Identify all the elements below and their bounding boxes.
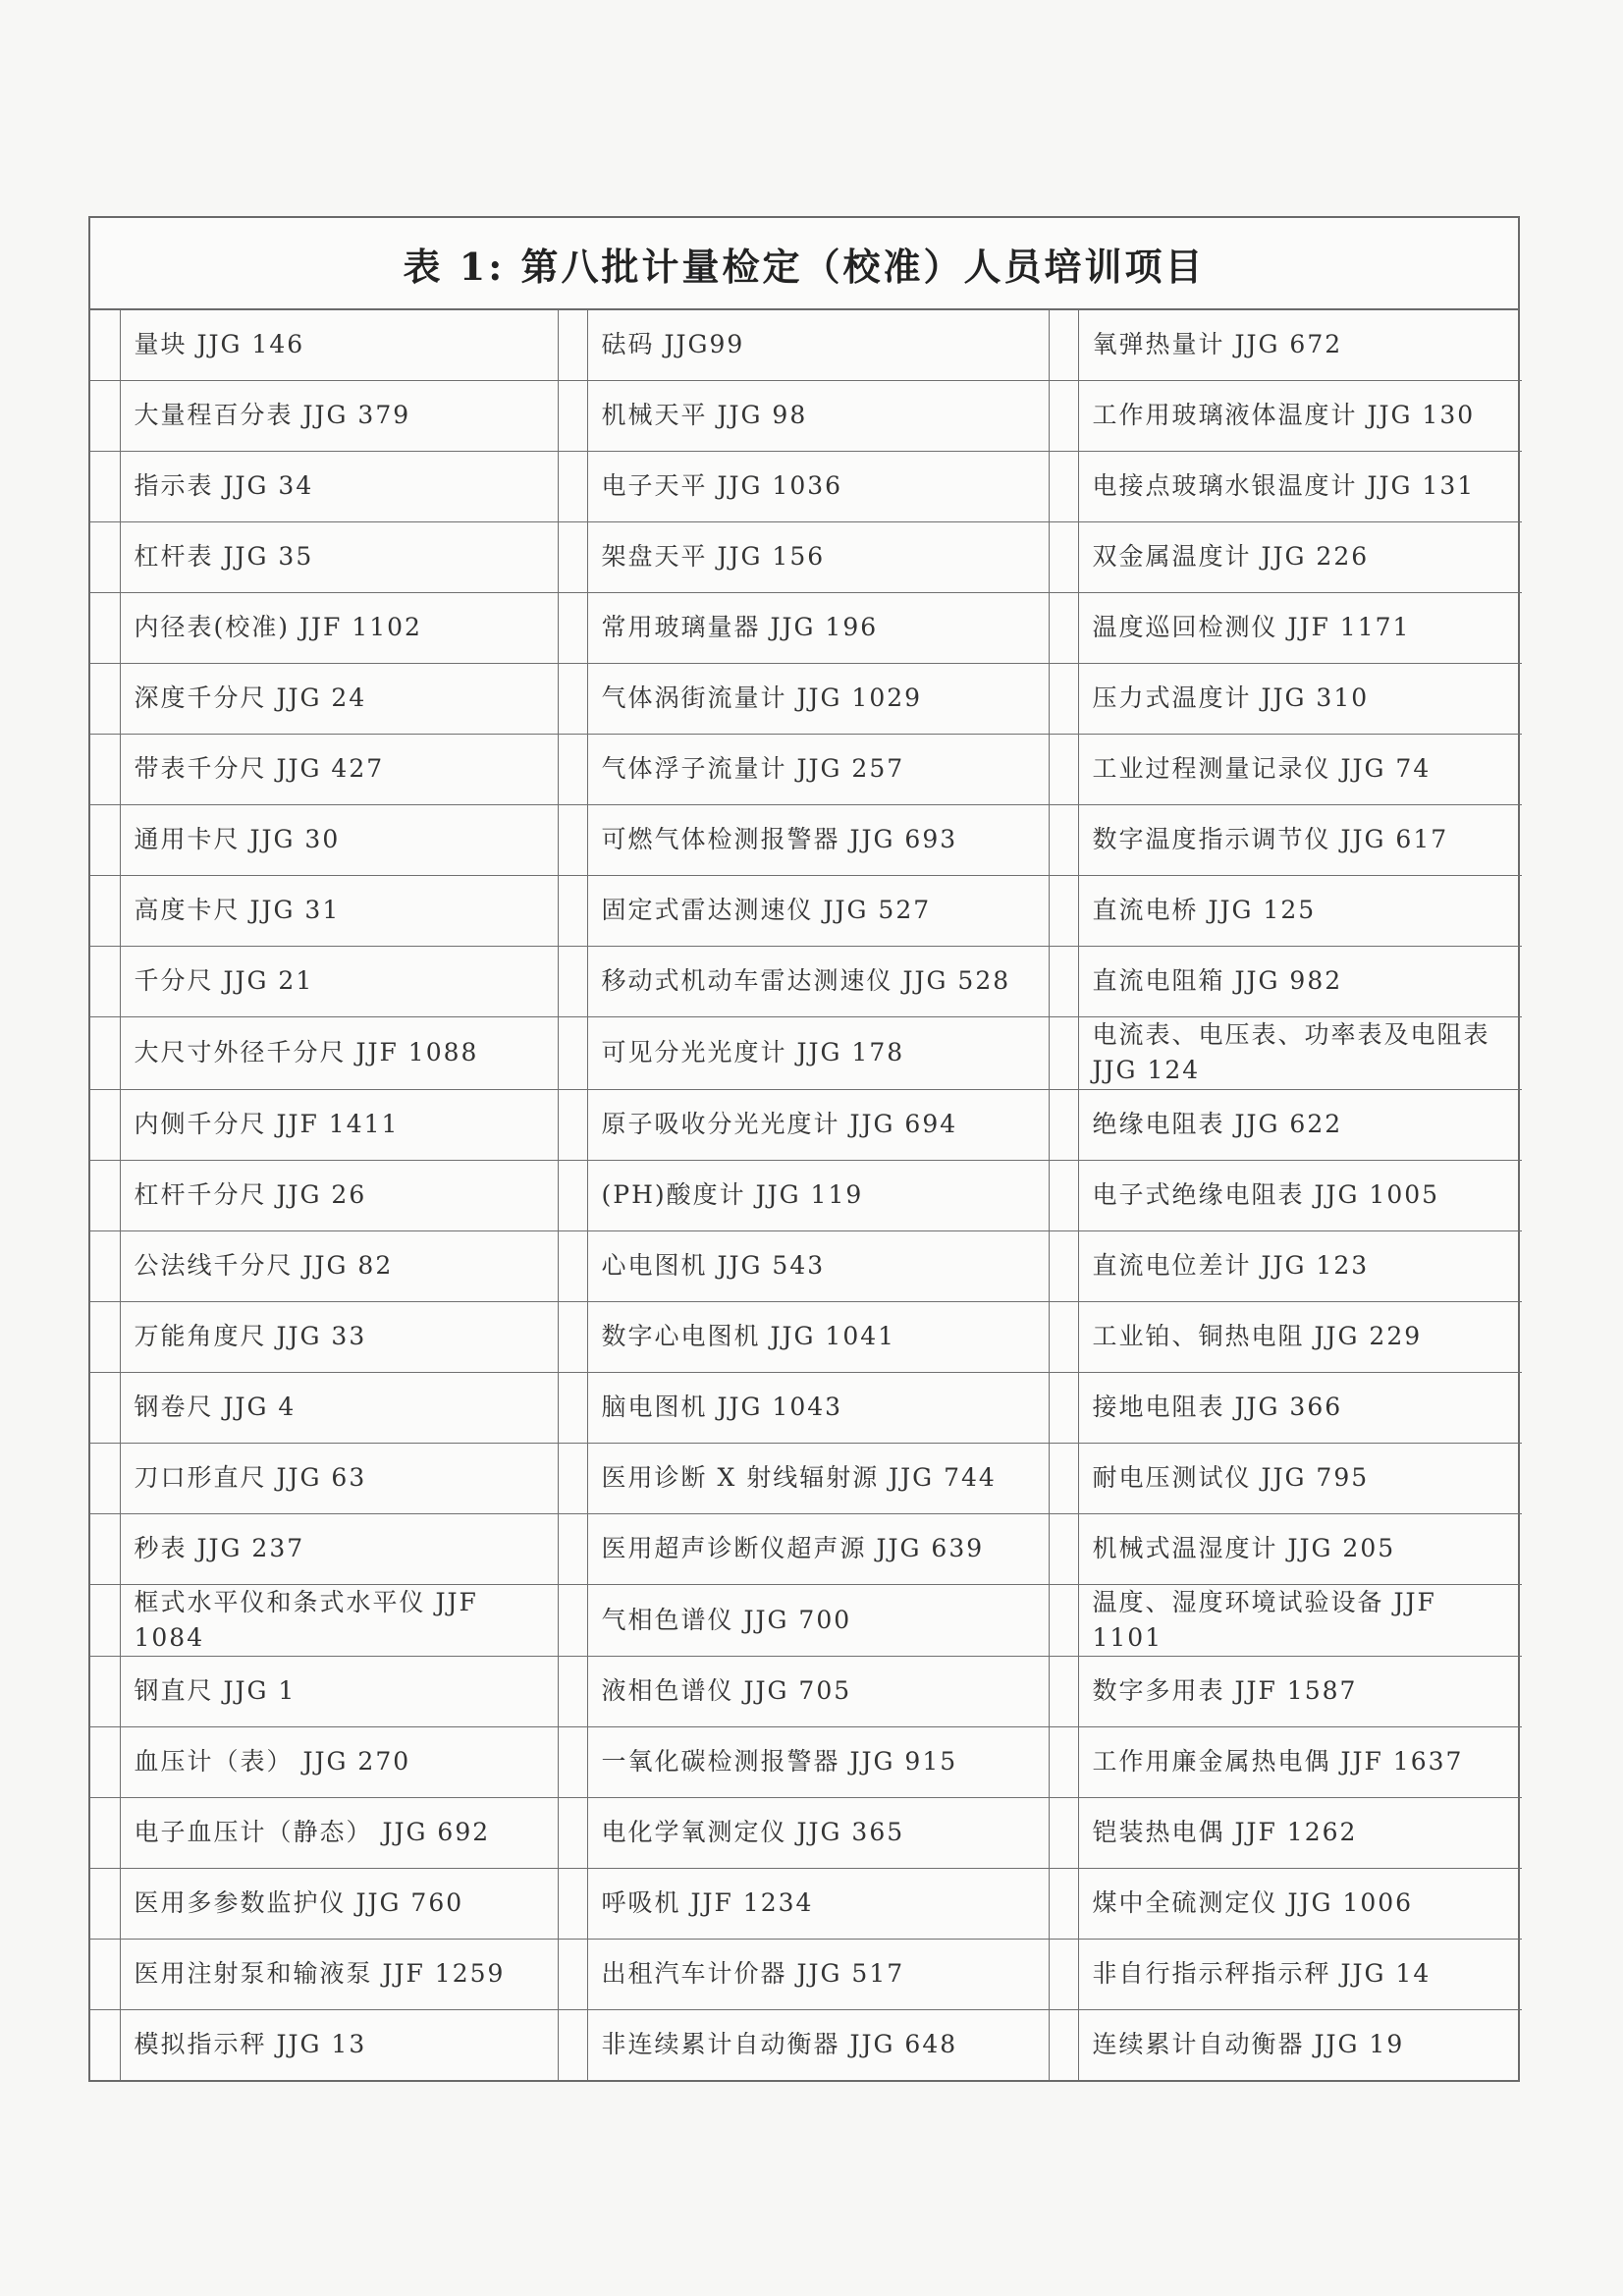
table-row <box>90 452 1522 522</box>
row-gap-cell <box>1049 1017 1078 1090</box>
table-row <box>90 310 1522 381</box>
row-gap-cell <box>1049 1513 1078 1584</box>
item-cell: 呼吸机 JJF 1234 <box>587 1869 1049 1940</box>
item-cell: 可见分光光度计 JJG 178 <box>587 1017 1049 1090</box>
item-cell: 耐电压测试仪 JJG 795 <box>1078 1443 1522 1513</box>
row-gap-cell <box>1049 1584 1078 1657</box>
row-gap-cell <box>558 805 587 876</box>
row-gap-cell <box>558 947 587 1017</box>
table-row <box>90 1940 1522 2010</box>
row-gap-cell <box>558 310 587 381</box>
row-gap-cell <box>558 735 587 805</box>
item-cell: 医用诊断 X 射线辐射源 JJG 744 <box>587 1443 1049 1513</box>
row-gap-cell <box>90 522 120 593</box>
item-cell: 气体涡街流量计 JJG 1029 <box>587 664 1049 735</box>
table-row <box>90 805 1522 876</box>
item-cell: 心电图机 JJG 543 <box>587 1230 1049 1301</box>
row-gap-cell <box>1049 664 1078 735</box>
row-gap-cell <box>558 2010 587 2081</box>
row-gap-cell <box>558 664 587 735</box>
item-cell: 电化学氧测定仪 JJG 365 <box>587 1798 1049 1869</box>
row-gap-cell <box>558 1727 587 1798</box>
item-cell: 工作用廉金属热电偶 JJF 1637 <box>1078 1727 1522 1798</box>
item-cell: 数字温度指示调节仪 JJG 617 <box>1078 805 1522 876</box>
item-cell: 架盘天平 JJG 156 <box>587 522 1049 593</box>
row-gap-cell <box>90 1727 120 1798</box>
item-cell: 杠杆表 JJG 35 <box>120 522 558 593</box>
training-items-table-frame <box>88 216 1520 2082</box>
item-cell: 公法线千分尺 JJG 82 <box>120 1230 558 1301</box>
row-gap-cell <box>558 1584 587 1657</box>
item-cell: 万能角度尺 JJG 33 <box>120 1301 558 1372</box>
table-row <box>90 1017 1522 1090</box>
item-cell: 医用注射泵和输液泵 JJF 1259 <box>120 1940 558 2010</box>
item-cell: 钢直尺 JJG 1 <box>120 1657 558 1727</box>
item-cell: 液相色谱仪 JJG 705 <box>587 1657 1049 1727</box>
item-cell: 氧弹热量计 JJG 672 <box>1078 310 1522 381</box>
row-gap-cell <box>90 1089 120 1160</box>
item-cell: 机械式温湿度计 JJG 205 <box>1078 1513 1522 1584</box>
item-cell: 医用超声诊断仪超声源 JJG 639 <box>587 1513 1049 1584</box>
table-row <box>90 1443 1522 1513</box>
item-cell: 脑电图机 JJG 1043 <box>587 1372 1049 1443</box>
row-gap-cell <box>90 1372 120 1443</box>
item-cell: 通用卡尺 JJG 30 <box>120 805 558 876</box>
table-row <box>90 381 1522 452</box>
row-gap-cell <box>1049 805 1078 876</box>
table-row <box>90 1798 1522 1869</box>
item-cell: 医用多参数监护仪 JJG 760 <box>120 1869 558 1940</box>
table-row <box>90 1301 1522 1372</box>
row-gap-cell <box>90 1798 120 1869</box>
row-gap-cell <box>90 1584 120 1657</box>
item-cell: 工业铂、铜热电阻 JJG 229 <box>1078 1301 1522 1372</box>
item-cell: 刀口形直尺 JJG 63 <box>120 1443 558 1513</box>
row-gap-cell <box>1049 1657 1078 1727</box>
training-items-table <box>90 310 1522 2080</box>
row-gap-cell <box>90 876 120 947</box>
table-row <box>90 1869 1522 1940</box>
item-cell: 电子天平 JJG 1036 <box>587 452 1049 522</box>
item-cell: 带表千分尺 JJG 427 <box>120 735 558 805</box>
item-cell: 指示表 JJG 34 <box>120 452 558 522</box>
item-cell: 高度卡尺 JJG 31 <box>120 876 558 947</box>
row-gap-cell <box>90 1443 120 1513</box>
item-cell: 工作用玻璃液体温度计 JJG 130 <box>1078 381 1522 452</box>
row-gap-cell <box>558 522 587 593</box>
item-cell: 绝缘电阻表 JJG 622 <box>1078 1089 1522 1160</box>
table-row <box>90 1372 1522 1443</box>
item-cell: 固定式雷达测速仪 JJG 527 <box>587 876 1049 947</box>
table-row <box>90 1230 1522 1301</box>
row-gap-cell <box>90 735 120 805</box>
item-cell: 非自行指示秤指示秤 JJG 14 <box>1078 1940 1522 2010</box>
table-row <box>90 1727 1522 1798</box>
item-cell: 原子吸收分光光度计 JJG 694 <box>587 1089 1049 1160</box>
item-cell: 电子血压计（静态） JJG 692 <box>120 1798 558 1869</box>
item-cell: 气体浮子流量计 JJG 257 <box>587 735 1049 805</box>
row-gap-cell <box>1049 1230 1078 1301</box>
table-row <box>90 1160 1522 1230</box>
table-row <box>90 593 1522 664</box>
table-row <box>90 522 1522 593</box>
item-cell: 砝码 JJG99 <box>587 310 1049 381</box>
item-cell: 直流电位差计 JJG 123 <box>1078 1230 1522 1301</box>
row-gap-cell <box>90 947 120 1017</box>
row-gap-cell <box>558 1443 587 1513</box>
item-cell: 数字多用表 JJF 1587 <box>1078 1657 1522 1727</box>
item-cell: 内侧千分尺 JJF 1411 <box>120 1089 558 1160</box>
item-cell: 工业过程测量记录仪 JJG 74 <box>1078 735 1522 805</box>
item-cell: 出租汽车计价器 JJG 517 <box>587 1940 1049 2010</box>
row-gap-cell <box>90 1657 120 1727</box>
row-gap-cell <box>90 2010 120 2081</box>
row-gap-cell <box>558 381 587 452</box>
row-gap-cell <box>1049 1940 1078 2010</box>
item-cell: 连续累计自动衡器 JJG 19 <box>1078 2010 1522 2081</box>
table-row <box>90 2010 1522 2081</box>
row-gap-cell <box>558 1657 587 1727</box>
table-row <box>90 735 1522 805</box>
table-row <box>90 876 1522 947</box>
table-title: 表 1: 第八批计量检定（校准）人员培训项目 <box>90 218 1518 310</box>
item-cell: 大尺寸外径千分尺 JJF 1088 <box>120 1017 558 1090</box>
row-gap-cell <box>1049 2010 1078 2081</box>
row-gap-cell <box>1049 1160 1078 1230</box>
row-gap-cell <box>1049 522 1078 593</box>
row-gap-cell <box>558 1940 587 2010</box>
row-gap-cell <box>558 1513 587 1584</box>
item-cell: 大量程百分表 JJG 379 <box>120 381 558 452</box>
row-gap-cell <box>1049 1089 1078 1160</box>
row-gap-cell <box>1049 735 1078 805</box>
item-cell: 气相色谱仪 JJG 700 <box>587 1584 1049 1657</box>
item-cell: 非连续累计自动衡器 JJG 648 <box>587 2010 1049 2081</box>
row-gap-cell <box>90 1301 120 1372</box>
row-gap-cell <box>1049 1372 1078 1443</box>
item-cell: 框式水平仪和条式水平仪 JJF 1084 <box>120 1584 558 1657</box>
item-cell: 可燃气体检测报警器 JJG 693 <box>587 805 1049 876</box>
item-cell: 温度、湿度环境试验设备 JJF 1101 <box>1078 1584 1522 1657</box>
row-gap-cell <box>558 1230 587 1301</box>
table-row <box>90 1584 1522 1657</box>
item-cell: 数字心电图机 JJG 1041 <box>587 1301 1049 1372</box>
item-cell: 铠装热电偶 JJF 1262 <box>1078 1798 1522 1869</box>
row-gap-cell <box>90 1017 120 1090</box>
row-gap-cell <box>1049 310 1078 381</box>
item-cell: 常用玻璃量器 JJG 196 <box>587 593 1049 664</box>
row-gap-cell <box>558 452 587 522</box>
row-gap-cell <box>558 876 587 947</box>
row-gap-cell <box>90 1940 120 2010</box>
item-cell: 电接点玻璃水银温度计 JJG 131 <box>1078 452 1522 522</box>
item-cell: 一氧化碳检测报警器 JJG 915 <box>587 1727 1049 1798</box>
row-gap-cell <box>90 310 120 381</box>
row-gap-cell <box>90 1230 120 1301</box>
item-cell: 压力式温度计 JJG 310 <box>1078 664 1522 735</box>
row-gap-cell <box>558 593 587 664</box>
item-cell: 深度千分尺 JJG 24 <box>120 664 558 735</box>
item-cell: 移动式机动车雷达测速仪 JJG 528 <box>587 947 1049 1017</box>
table-row <box>90 947 1522 1017</box>
row-gap-cell <box>90 452 120 522</box>
table-row <box>90 1513 1522 1584</box>
table-row <box>90 1657 1522 1727</box>
row-gap-cell <box>558 1301 587 1372</box>
item-cell: 电流表、电压表、功率表及电阻表 JJG 124 <box>1078 1017 1522 1090</box>
row-gap-cell <box>1049 1301 1078 1372</box>
item-cell: 秒表 JJG 237 <box>120 1513 558 1584</box>
row-gap-cell <box>1049 876 1078 947</box>
row-gap-cell <box>558 1798 587 1869</box>
row-gap-cell <box>1049 1443 1078 1513</box>
item-cell: 模拟指示秤 JJG 13 <box>120 2010 558 2081</box>
row-gap-cell <box>90 1869 120 1940</box>
row-gap-cell <box>90 1513 120 1584</box>
row-gap-cell <box>1049 947 1078 1017</box>
item-cell: 电子式绝缘电阻表 JJG 1005 <box>1078 1160 1522 1230</box>
row-gap-cell <box>1049 593 1078 664</box>
item-cell: (PH)酸度计 JJG 119 <box>587 1160 1049 1230</box>
row-gap-cell <box>90 381 120 452</box>
row-gap-cell <box>1049 1727 1078 1798</box>
item-cell: 杠杆千分尺 JJG 26 <box>120 1160 558 1230</box>
row-gap-cell <box>90 805 120 876</box>
row-gap-cell <box>558 1160 587 1230</box>
row-gap-cell <box>90 664 120 735</box>
item-cell: 钢卷尺 JJG 4 <box>120 1372 558 1443</box>
table-row <box>90 664 1522 735</box>
row-gap-cell <box>90 1160 120 1230</box>
item-cell: 机械天平 JJG 98 <box>587 381 1049 452</box>
item-cell: 千分尺 JJG 21 <box>120 947 558 1017</box>
row-gap-cell <box>1049 1798 1078 1869</box>
row-gap-cell <box>1049 1869 1078 1940</box>
item-cell: 接地电阻表 JJG 366 <box>1078 1372 1522 1443</box>
row-gap-cell <box>1049 452 1078 522</box>
table-row <box>90 1089 1522 1160</box>
item-cell: 双金属温度计 JJG 226 <box>1078 522 1522 593</box>
row-gap-cell <box>558 1869 587 1940</box>
row-gap-cell <box>558 1017 587 1090</box>
row-gap-cell <box>558 1089 587 1160</box>
row-gap-cell <box>1049 381 1078 452</box>
table-body <box>90 310 1522 2080</box>
item-cell: 直流电桥 JJG 125 <box>1078 876 1522 947</box>
row-gap-cell <box>90 593 120 664</box>
item-cell: 内径表(校准) JJF 1102 <box>120 593 558 664</box>
item-cell: 血压计（表） JJG 270 <box>120 1727 558 1798</box>
item-cell: 直流电阻箱 JJG 982 <box>1078 947 1522 1017</box>
row-gap-cell <box>558 1372 587 1443</box>
item-cell: 温度巡回检测仪 JJF 1171 <box>1078 593 1522 664</box>
item-cell: 煤中全硫测定仪 JJG 1006 <box>1078 1869 1522 1940</box>
item-cell: 量块 JJG 146 <box>120 310 558 381</box>
